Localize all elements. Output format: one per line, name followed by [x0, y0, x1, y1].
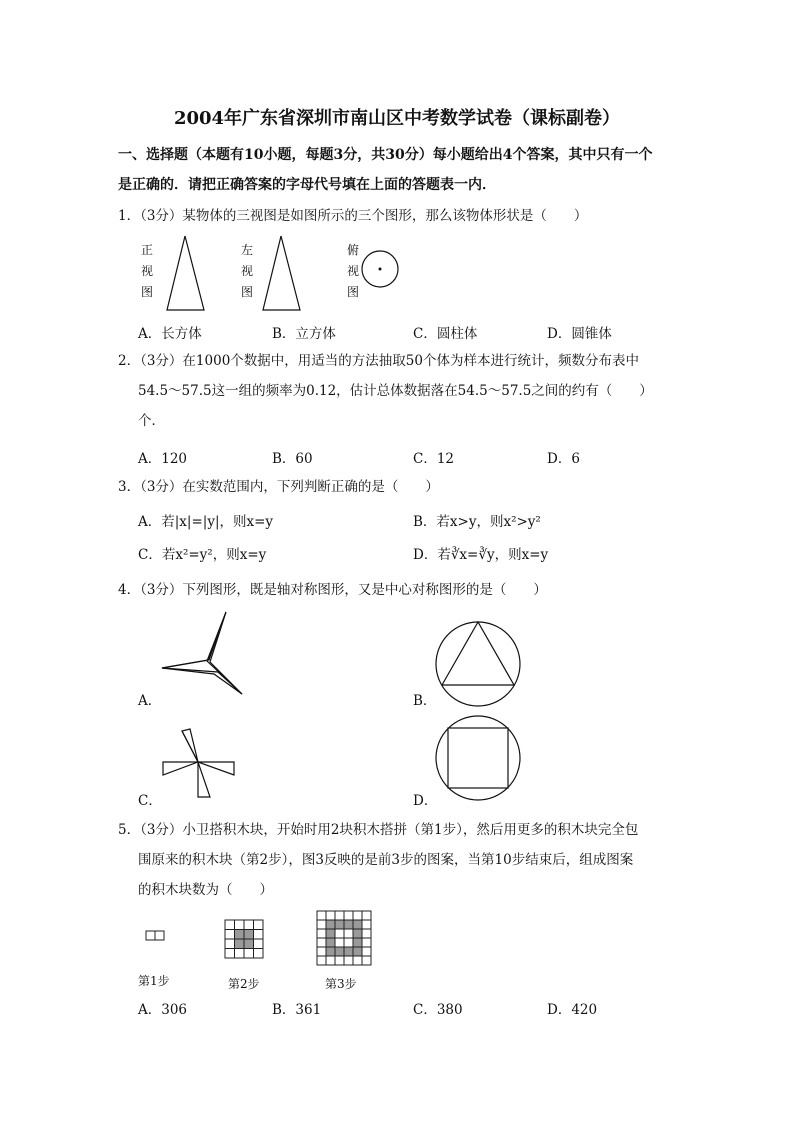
block-cell: [335, 956, 344, 965]
block-cell: [353, 929, 362, 938]
block-cell: [244, 920, 254, 930]
q2-option-b[interactable]: B．60: [272, 451, 313, 467]
block-cell: [155, 931, 164, 940]
block-cell: [335, 938, 344, 947]
block-cell: [335, 920, 344, 929]
block-cell: [326, 956, 335, 965]
q4-option-c[interactable]: C．: [138, 793, 162, 809]
q5-step-2-label: 第2步: [228, 977, 260, 991]
q5-step-3-grid: [317, 911, 371, 965]
block-cell: [344, 920, 353, 929]
block-cell: [335, 947, 344, 956]
block-cell: [317, 929, 326, 938]
q2-line-2: 54.5～57.5这一组的频率为0.12，估计总体数据落在54.5～57.5之间的约有（ ）: [138, 383, 653, 399]
block-cell: [225, 939, 235, 949]
block-cell: [326, 947, 335, 956]
block-cell: [244, 930, 254, 940]
page-title: 2004年广东省深圳市南山区中考数学试卷（课标副卷）: [173, 108, 621, 129]
block-cell: [235, 920, 245, 930]
block-cell: [335, 929, 344, 938]
section-line-2: 是正确的．请把正确答案的字母代号填在上面的答题表一内．: [118, 177, 496, 193]
block-cell: [353, 956, 362, 965]
block-cell: [254, 920, 264, 930]
block-cell: [353, 947, 362, 956]
q5-step-1-label: 第1步: [138, 974, 170, 988]
block-cell: [344, 938, 353, 947]
q2-option-d[interactable]: D．6: [547, 451, 580, 467]
block-cell: [254, 949, 264, 959]
block-cell: [344, 911, 353, 920]
block-cell: [344, 929, 353, 938]
block-cell: [254, 930, 264, 940]
q5-option-a[interactable]: A．306: [138, 1002, 188, 1018]
section-line-1: 一、选择题（本题有10小题，每题3分，共30分）每小题给出4个答案，其中只有一个: [118, 147, 653, 163]
q5-line-2: 围原来的积木块（第2步），图3反映的是前3步的图案，当第10步结束后，组成图案: [138, 852, 634, 868]
q5-option-c[interactable]: C．380: [413, 1002, 463, 1018]
block-cell: [362, 938, 371, 947]
q3-option-c[interactable]: C．若x²=y²，则x=y: [138, 547, 267, 563]
block-cell: [353, 938, 362, 947]
q5-step-1-grid: [146, 931, 164, 940]
q5-option-b[interactable]: B．361: [272, 1002, 322, 1018]
block-cell: [317, 956, 326, 965]
q1-stem: 1．（3分）某物体的三视图是如图所示的三个图形，那么该物体形状是（ ）: [118, 208, 588, 224]
block-cell: [344, 947, 353, 956]
q4-option-a[interactable]: A．: [138, 693, 162, 709]
block-cell: [225, 920, 235, 930]
block-cell: [353, 920, 362, 929]
block-cell: [326, 920, 335, 929]
q3-option-d[interactable]: D．若∛x=∛y，则x=y: [413, 547, 549, 563]
block-cell: [235, 939, 245, 949]
block-cell: [353, 911, 362, 920]
q1-top-view-label: 俯 视 图: [346, 243, 359, 299]
q2-line-1: 2．（3分）在1000个数据中，用适当的方法抽取50个体为样本进行统计，频数分布表中: [118, 353, 639, 369]
block-cell: [326, 929, 335, 938]
q1-option-d[interactable]: D．圆锥体: [547, 326, 612, 342]
q2-option-a[interactable]: A．120: [138, 451, 188, 467]
q3-option-b[interactable]: B．若x>y，则x²>y²: [413, 514, 541, 530]
block-cell: [326, 911, 335, 920]
block-cell: [235, 930, 245, 940]
block-cell: [362, 929, 371, 938]
q2-option-c[interactable]: C．12: [413, 451, 455, 467]
q5-step-2-grid: [225, 920, 263, 958]
block-cell: [362, 920, 371, 929]
block-cell: [362, 911, 371, 920]
block-cell: [235, 949, 245, 959]
q5-step-3-label: 第3步: [325, 977, 357, 991]
block-cell: [244, 939, 254, 949]
block-cell: [254, 939, 264, 949]
q1-option-b[interactable]: B．立方体: [272, 326, 336, 342]
block-cell: [244, 949, 254, 959]
block-cell: [225, 930, 235, 940]
block-cell: [317, 920, 326, 929]
q5-option-d[interactable]: D．420: [547, 1002, 598, 1018]
q2-line-3: 个．: [138, 413, 165, 429]
q1-front-view-label: 正 视 图: [140, 243, 153, 299]
block-cell: [362, 947, 371, 956]
q1-left-view-label: 左 视 图: [240, 243, 253, 299]
block-cell: [335, 911, 344, 920]
q4-stem: 4．（3分）下列图形，既是轴对称图形，又是中心对称图形的是（ ）: [118, 582, 547, 598]
q3-option-a[interactable]: A．若|x|=|y|，则x=y: [138, 514, 274, 530]
block-cell: [317, 911, 326, 920]
block-cell: [317, 947, 326, 956]
q5-line-3: 的积木块数为（ ）: [138, 882, 273, 898]
q1-option-a[interactable]: A．长方体: [138, 326, 202, 342]
block-cell: [225, 949, 235, 959]
q5-line-1: 5．（3分）小卫搭积木块，开始时用2块积木搭拼（第1步），然后用更多的积木块完全包: [118, 822, 639, 838]
block-cell: [317, 938, 326, 947]
block-cell: [362, 956, 371, 965]
q4-option-d[interactable]: D．: [413, 793, 438, 809]
block-cell: [146, 931, 155, 940]
q4-option-b[interactable]: B．: [413, 693, 437, 709]
block-cell: [326, 938, 335, 947]
q1-option-c[interactable]: C．圆柱体: [413, 326, 478, 342]
q3-stem: 3．（3分）在实数范围内，下列判断正确的是（ ）: [118, 479, 439, 495]
block-cell: [344, 956, 353, 965]
